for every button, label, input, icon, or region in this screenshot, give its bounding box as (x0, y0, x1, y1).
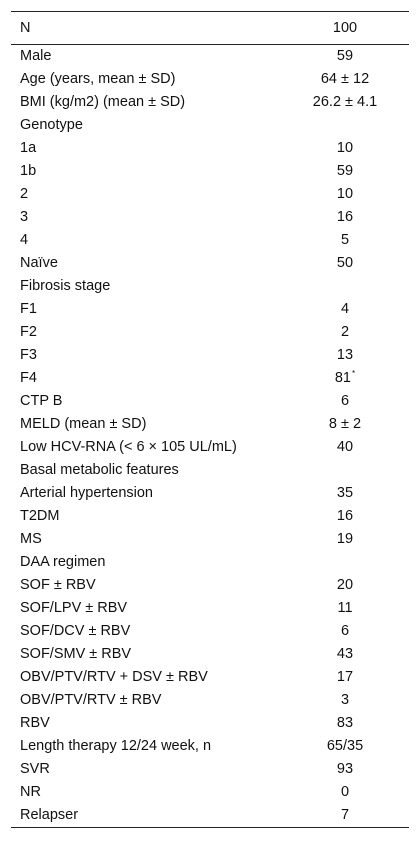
row-value-text: 4 (340, 301, 350, 317)
row-label: 4 (20, 232, 29, 248)
row-value-text: 35 (336, 485, 354, 501)
row-value (281, 91, 409, 114)
row-value (281, 390, 409, 413)
table-row (11, 620, 409, 643)
table-row (11, 781, 409, 804)
table-row (11, 91, 409, 114)
header-label: N (11, 12, 281, 45)
table-row (11, 114, 409, 137)
row-value (281, 229, 409, 252)
row-value (281, 275, 409, 298)
row-value-text: 13 (336, 347, 354, 363)
row-value (281, 114, 409, 137)
row-value (281, 45, 409, 69)
row-value-text: 40 (336, 439, 354, 455)
table-row (11, 390, 409, 413)
footnote-marker: * (352, 369, 356, 378)
row-value (281, 367, 409, 390)
row-label: RBV (20, 715, 50, 731)
table-row (11, 735, 409, 758)
row-label: 2 (20, 186, 29, 202)
row-value (281, 574, 409, 597)
row-value (281, 160, 409, 183)
row-label: OBV/PTV/RTV ± RBV (20, 692, 162, 708)
table-row (11, 137, 409, 160)
row-value (281, 689, 409, 712)
row-value (281, 459, 409, 482)
row-value-text: 64 ± 12 (320, 71, 370, 87)
row-label: Relapser (11, 804, 281, 828)
table-row (11, 206, 409, 229)
header-row (11, 12, 409, 45)
row-label: CTP B (20, 393, 63, 409)
table-row (11, 275, 409, 298)
row-label: OBV/PTV/RTV + DSV ± RBV (20, 669, 208, 685)
row-value (281, 712, 409, 735)
row-value (281, 482, 409, 505)
row-value (281, 643, 409, 666)
row-label: F3 (20, 347, 37, 363)
row-label: Low HCV-RNA (< 6 × 105 UL/mL) (20, 439, 237, 455)
row-value (281, 298, 409, 321)
row-value (281, 344, 409, 367)
row-label: MS (20, 531, 42, 547)
row-value-text: 2 (340, 324, 350, 340)
table-row (11, 367, 409, 390)
row-value (281, 781, 409, 804)
row-label: DAA regimen (20, 554, 106, 570)
row-label: Naïve (20, 255, 58, 271)
row-value (281, 804, 409, 828)
table-row (11, 689, 409, 712)
table-row (11, 666, 409, 689)
row-label: Arterial hypertension (20, 485, 153, 501)
row-value (281, 183, 409, 206)
row-value-text: 0 (340, 784, 350, 800)
table-row (11, 68, 409, 91)
row-label: F1 (20, 301, 37, 317)
row-label: Basal metabolic features (20, 462, 179, 478)
row-label: 1b (20, 163, 37, 179)
table-row (11, 298, 409, 321)
row-label: Fibrosis stage (20, 278, 111, 294)
table-row (11, 574, 409, 597)
characteristics-table-container (11, 11, 409, 828)
row-value-text: 17 (336, 669, 354, 685)
row-label: 1a (20, 140, 37, 156)
row-value-text: 11 (337, 600, 353, 616)
row-value-text: 8 ± 2 (328, 416, 362, 432)
row-label: SOF/LPV ± RBV (20, 600, 128, 616)
table-row (11, 551, 409, 574)
table-row (11, 413, 409, 436)
row-label: BMI (kg/m2) (mean ± SD) (20, 94, 186, 110)
table-row (11, 643, 409, 666)
row-label: Male (20, 48, 52, 64)
row-label: MELD (mean ± SD) (20, 416, 147, 432)
row-value (281, 137, 409, 160)
row-value-text: 19 (336, 531, 354, 547)
row-value (281, 206, 409, 229)
row-value (281, 666, 409, 689)
row-value-text: 93 (336, 761, 354, 777)
row-value-text: 81 (334, 370, 351, 386)
table-row (11, 505, 409, 528)
table-body (11, 45, 409, 828)
table-row (11, 482, 409, 505)
row-label: F2 (20, 324, 37, 340)
table-row (11, 45, 409, 69)
row-value-text: 59 (336, 48, 354, 64)
table-row (11, 597, 409, 620)
table-row (11, 459, 409, 482)
row-value-text: 10 (336, 140, 354, 156)
row-value (281, 597, 409, 620)
row-value-text: 50 (336, 255, 354, 271)
row-label: SOF/SMV ± RBV (20, 646, 132, 662)
row-value (281, 321, 409, 344)
row-value (281, 252, 409, 275)
row-value-text: 7 (340, 807, 350, 823)
table-row (11, 252, 409, 275)
row-value (281, 758, 409, 781)
row-label: Length therapy 12/24 week, n (20, 738, 212, 754)
row-value-text: 83 (336, 715, 354, 731)
row-value (281, 413, 409, 436)
header-value: 100 (281, 12, 409, 45)
row-value-text: 6 (340, 393, 350, 409)
row-value-text: 3 (340, 692, 350, 708)
table-header (11, 12, 409, 45)
row-label: SOF/DCV ± RBV (20, 623, 131, 639)
characteristics-table (11, 11, 409, 828)
row-value-text: 6 (340, 623, 350, 639)
row-label: Age (years, mean ± SD) (20, 71, 176, 87)
row-value (281, 68, 409, 91)
row-value-text: 5 (340, 232, 350, 248)
row-label: Genotype (20, 117, 83, 133)
table-row (11, 344, 409, 367)
row-value-text: 59 (336, 163, 354, 179)
row-value-text: 43 (336, 646, 354, 662)
row-label: SOF ± RBV (20, 577, 96, 593)
row-value-text: 65/35 (326, 738, 364, 754)
row-value (281, 436, 409, 459)
row-label: T2DM (20, 508, 60, 524)
table-row (11, 183, 409, 206)
row-value (281, 505, 409, 528)
table-row (11, 436, 409, 459)
row-value (281, 528, 409, 551)
table-row (11, 229, 409, 252)
row-value-text: 16 (336, 209, 354, 225)
table-row (11, 758, 409, 781)
table-row (11, 321, 409, 344)
row-value-text: 26.2 ± 4.1 (312, 94, 378, 110)
row-label: SVR (20, 761, 50, 777)
row-value-text: 10 (336, 186, 354, 202)
row-value (281, 735, 409, 758)
table-row (11, 528, 409, 551)
row-value (281, 620, 409, 643)
table-row (11, 160, 409, 183)
row-value (281, 551, 409, 574)
row-label: F4 (20, 370, 37, 386)
row-label: NR (20, 784, 41, 800)
row-value-text: 16 (336, 508, 354, 524)
table-row (11, 804, 409, 828)
table-row (11, 712, 409, 735)
row-value-text: 20 (336, 577, 354, 593)
row-label: 3 (20, 209, 29, 225)
